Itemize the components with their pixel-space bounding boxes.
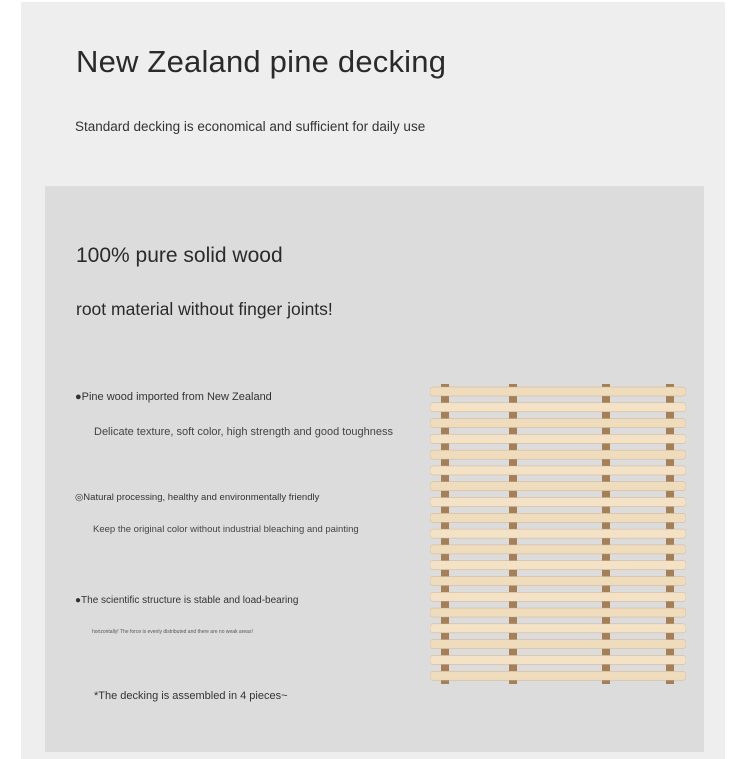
slat-18 bbox=[430, 655, 686, 664]
panel-heading-line1: 100% pure solid wood bbox=[76, 244, 283, 267]
slat-7 bbox=[430, 482, 686, 491]
slat-14 bbox=[430, 592, 686, 601]
slat-19 bbox=[430, 671, 686, 680]
bullet-dot-icon: ● bbox=[75, 391, 82, 403]
slat-17 bbox=[430, 640, 686, 649]
slat-3 bbox=[430, 419, 686, 428]
feature-2-description: Keep the original color without industrial bleaching and painting bbox=[93, 524, 359, 535]
feature-3-title: ●The scientific structure is stable and load-bearing bbox=[75, 595, 299, 606]
bullet-ring-icon: ◎ bbox=[75, 492, 84, 503]
bullet-dot-icon: ● bbox=[75, 595, 82, 606]
slat-8 bbox=[430, 498, 686, 507]
page-title: New Zealand pine decking bbox=[76, 44, 447, 79]
feature-2-title: ◎Natural processing, healthy and environmentally friendly bbox=[75, 492, 320, 503]
slat-15 bbox=[430, 608, 686, 617]
slat-5 bbox=[430, 450, 686, 459]
slat-6 bbox=[430, 466, 686, 475]
slat-10 bbox=[430, 529, 686, 538]
slat-13 bbox=[430, 576, 686, 585]
page-subtitle: Standard decking is economical and sufficient for daily use bbox=[75, 119, 426, 134]
slat-16 bbox=[430, 624, 686, 633]
slat-12 bbox=[430, 561, 686, 570]
panel-heading-line2: root material without finger joints! bbox=[76, 299, 333, 319]
slat-4 bbox=[430, 434, 686, 443]
assembly-note: *The decking is assembled in 4 pieces~ bbox=[94, 690, 288, 702]
slat-2 bbox=[430, 403, 686, 412]
decking-slats bbox=[430, 387, 686, 680]
slat-11 bbox=[430, 545, 686, 554]
slat-1 bbox=[430, 387, 686, 396]
feature-1-title: ●Pine wood imported from New Zealand bbox=[75, 391, 272, 403]
slat-9 bbox=[430, 513, 686, 522]
feature-1-description: Delicate texture, soft color, high strength and good toughness bbox=[94, 426, 394, 438]
pine-decking-image bbox=[430, 384, 686, 684]
feature-3-description: horizontally! The force is evenly distributed and there are no weak areas! bbox=[92, 629, 253, 635]
